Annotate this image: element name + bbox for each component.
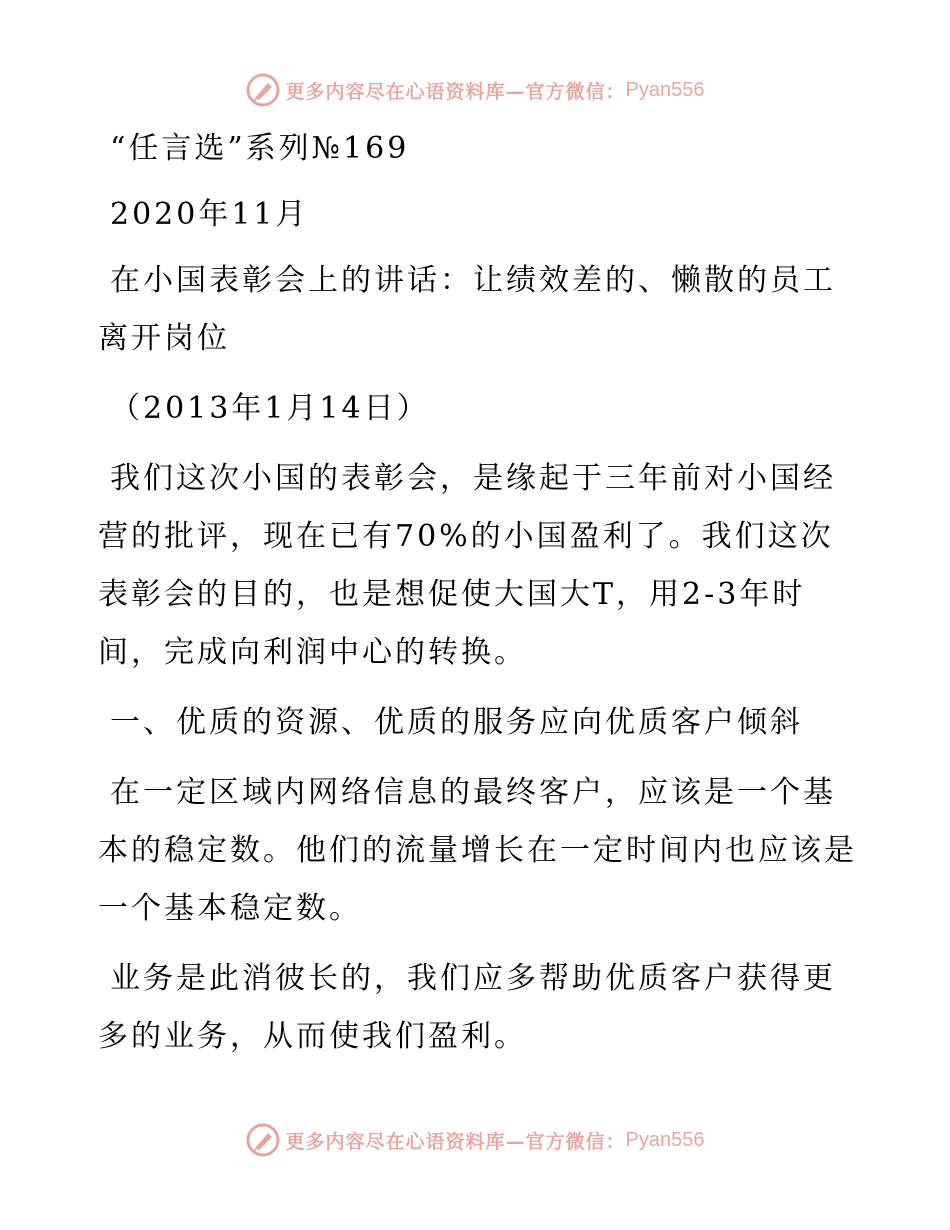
document-body — [98, 120, 858, 1066]
pen-logo-icon — [246, 73, 280, 107]
watermark-handle: Pyan556 — [625, 78, 705, 101]
watermark-text: 更多内容尽在心语资料库—官方微信： — [285, 1130, 626, 1153]
paragraph: 我们这次小国的表彰会，是缘起于三年前对小国经营的批评，现在已有70%的小国盈利了。我们这次表彰会的目的，也是想促使大国大T，用2-3年时间，完成向利润中心的转换。 — [98, 461, 836, 670]
speech-title: 在小国表彰会上的讲话：让绩效差的、懒散的员工离开岗位 — [98, 263, 836, 356]
watermark-footer — [0, 1120, 950, 1160]
section-heading: 一、优质的资源、优质的服务应向优质客户倾斜 — [110, 705, 803, 740]
speech-date: （2013年1月14日） — [110, 391, 430, 426]
paragraph: 业务是此消彼长的，我们应多帮助优质客户获得更多的业务，从而使我们盈利。 — [98, 961, 836, 1054]
watermark-header — [0, 70, 950, 110]
pen-logo-icon — [246, 1123, 280, 1157]
date-line: 2020年11月 — [110, 197, 309, 232]
watermark-handle: Pyan556 — [625, 1128, 705, 1151]
watermark-text: 更多内容尽在心语资料库—官方微信： — [285, 80, 626, 103]
paragraph: 在一定区域内网络信息的最终客户，应该是一个基本的稳定数。他们的流量增长在一定时间内也应该是一个基本稳定数。 — [98, 775, 857, 926]
series-line: “任言选”系列№169 — [110, 131, 410, 166]
